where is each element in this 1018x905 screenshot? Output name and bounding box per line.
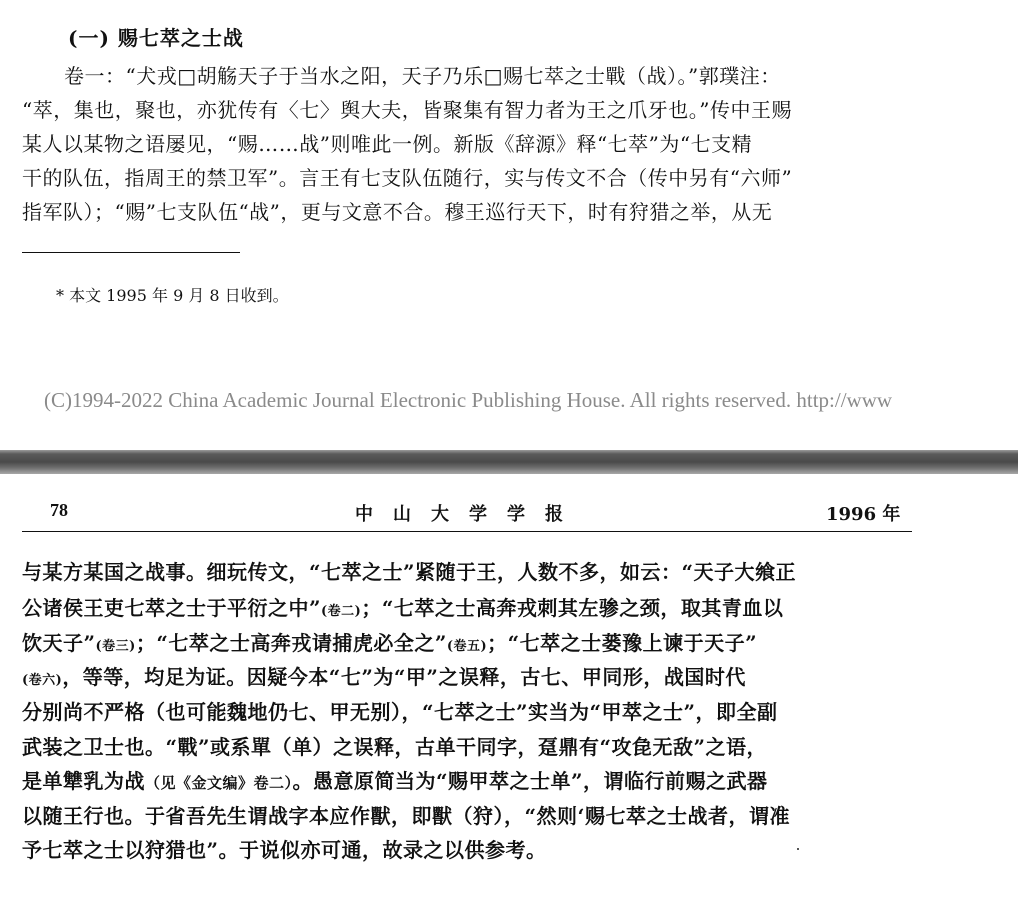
journal-year: 1996 年 — [826, 504, 901, 525]
text-run: 饮天子” — [22, 631, 96, 655]
text-line-7 — [22, 596, 783, 624]
text-run: ；“七萃之士蒌豫上谏于天子” — [487, 631, 758, 655]
volume-note: (卷五) — [446, 639, 488, 654]
volume-note: (卷六) — [22, 673, 63, 688]
volume-note: (卷三) — [95, 639, 136, 654]
citation-note: （见《金文编》卷二） — [145, 774, 293, 792]
footnote: * 本文 1995 年 9 月 8 日收到。 — [56, 286, 289, 305]
header-rule — [22, 531, 912, 532]
page-number: 78 — [50, 500, 68, 520]
text-line-10: 分别尚不严格（也可能魏地仍七、甲无别），“七萃之士”实当为“甲萃之士”，即全副 — [22, 700, 778, 724]
text-line-12 — [22, 769, 768, 795]
text-run: ，等等，均足为证。因疑今本“七”为“甲”之误释，古七、甲同形，战国时代 — [62, 665, 746, 689]
text-line-4: 干的队伍，指周王的禁卫军”。言王有七支队伍随行，实与传文不合（传中另有“六师” — [22, 166, 793, 190]
top-page — [0, 0, 1018, 450]
text-line-2: “萃，集也，聚也，亦犹传有〈七〉舆大夫，皆聚集有智力者为王之爪牙也。”传中王赐 — [22, 98, 792, 122]
text-line-3: 某人以某物之语屡见，“赐……战”则唯此一例。新版《辞源》释“七萃”为“七支精 — [22, 132, 753, 156]
text-line-13: 以随王行也。于省吾先生谓战字本应作獸，即獸（狩），“然则‘赐七萃之士战者，谓准 — [22, 804, 790, 828]
text-line-9 — [22, 665, 746, 693]
volume-note: (卷二) — [321, 604, 362, 619]
text-run: ；“七萃之士高奔戎刺其左骖之颈，取其青血以 — [361, 596, 784, 620]
copyright-notice: (C)1994-2022 China Academic Journal Electronic Publishing House. All rights reserved. http://www — [44, 388, 893, 412]
text-line-6: 与某方某国之战事。细玩传文，“七萃之士”紧随于王，人数不多，如云：“天子大飨正 — [22, 560, 797, 584]
scan-speck — [797, 848, 799, 850]
text-line-8 — [22, 631, 757, 659]
text-run: 是单犨乳为战 — [22, 769, 145, 793]
text-line-1: 卷一：“犬戎□胡觞天子于当水之阳，天子乃乐□赐七萃之士戰（战）。”郭璞注： — [64, 64, 781, 88]
page-separator — [0, 450, 1018, 474]
journal-title: 中山大学学报 — [355, 504, 583, 525]
text-run: 公诸侯王吏七萃之士于平衍之中” — [22, 596, 322, 620]
text-run: ；“七萃之士高奔戎请捕虎必全之” — [135, 631, 447, 655]
text-line-5: 指军队）；“赐”七支队伍“战”，更与文意不合。穆王巡行天下，时有狩猎之举，从无 — [22, 200, 773, 224]
section-heading: (一) 赐七萃之士战 — [68, 26, 244, 50]
text-line-11: 武装之卫士也。“戰”或系單（单）之误释，古单干同字，趸鼎有“攻㲋无敌”之语， — [22, 735, 768, 759]
text-line-14: 予七萃之士以狩猎也”。于说似亦可通，故录之以供参考。 — [22, 838, 547, 862]
text-run: 。愚意原简当为“赐甲萃之士单”，谓临行前赐之武器 — [292, 769, 768, 793]
footnote-divider — [22, 252, 240, 253]
